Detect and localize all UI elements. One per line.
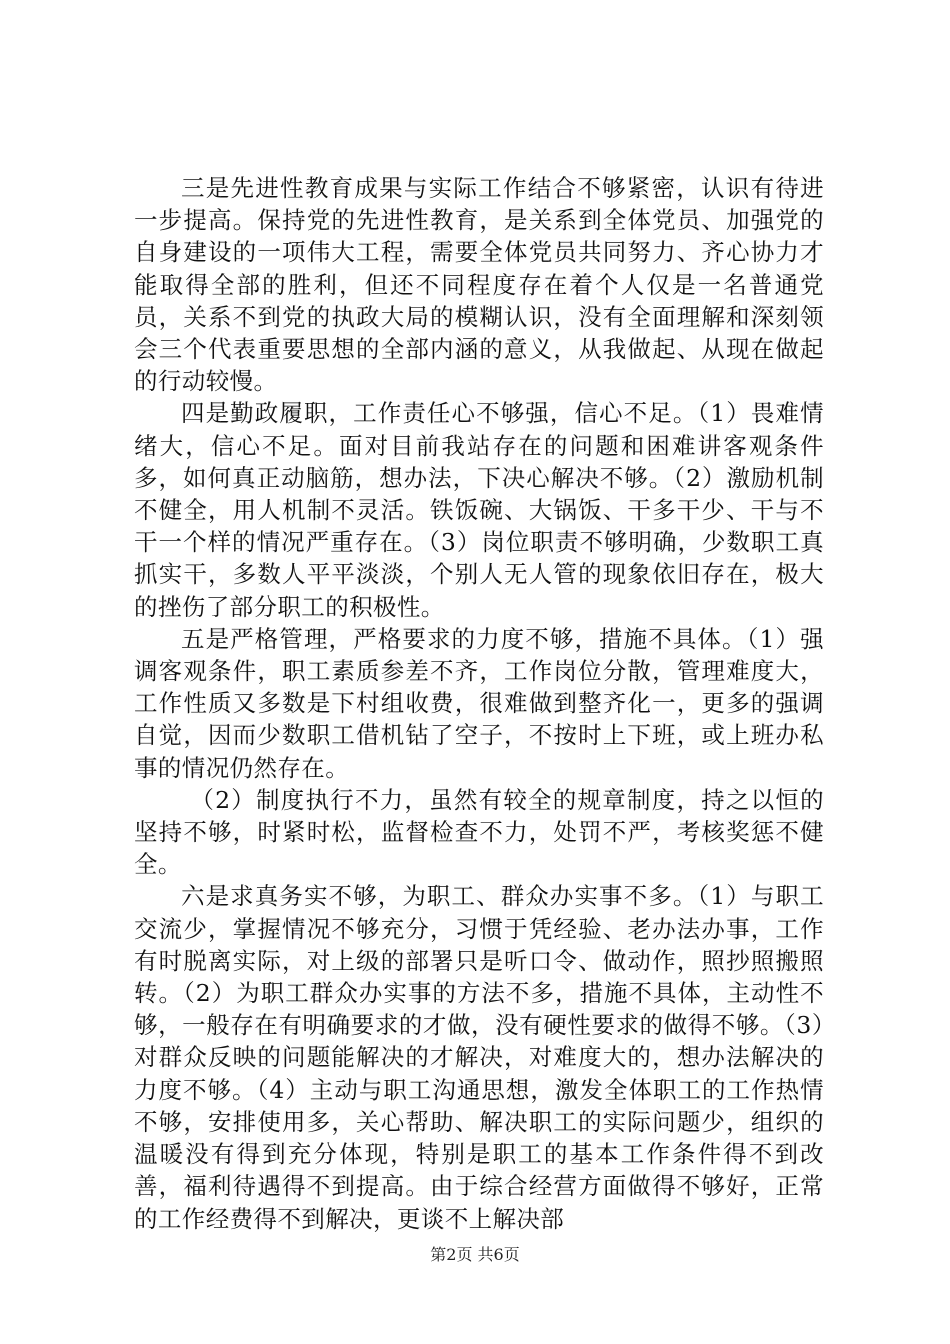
page-number-footer: 第2页 共6页 xyxy=(430,1245,520,1264)
paragraph-5-sub-2: （2）制度执行不力，虽然有较全的规章制度，持之以恒的坚持不够，时紧时松，监督检查不力，处罚不严，考核奖惩不健全。 xyxy=(134,785,824,879)
document-body xyxy=(134,172,824,1235)
paragraph-5: 五是严格管理，严格要求的力度不够，措施不具体。（1）强调客观条件，职工素质参差不齐，工作岗位分散，管理难度大，工作性质又多数是下村组收费，很难做到整齐化一，更多的强调自觉，因而少数职工借机钻了空子，不按时上下班，或上班办私事的情况仍然存在。 xyxy=(134,624,824,782)
paragraph-3: 三是先进性教育成果与实际工作结合不够紧密，认识有待进一步提高。保持党的先进性教育，是关系到全体党员、加强党的自身建设的一项伟大工程，需要全体党员共同努力、齐心协力才能取得全部的胜利，但还不同程度存在着个人仅是一名普通党员，关系不到党的执政大局的模糊认识，没有全面理解和深刻领会三个代表重要思想的全部内涵的意义，从我做起、从现在做起的行动较慢。 xyxy=(134,174,824,396)
paragraph-6: 六是求真务实不够，为职工、群众办实事不多。（1）与职工交流少，掌握情况不够充分，习惯于凭经验、老办法办事，工作有时脱离实际，对上级的部署只是听口令、做动作，照抄照搬照转。（2）为职工群众办实事的方法不多，措施不具体，主动性不够，一般存在有明确要求的才做，没有硬性要求的做得不够。（3）对群众反映的问题能解决的才解决，对难度大的，想办法解决的力度不够。（4）主动与职工沟通思想，激发全体职工的工作热情不够，安排使用多，关心帮助、解决职工的实际问题少，组织的温暖没有得到充分体现，特别是职工的基本工作条件得不到改善，福利待遇得不到提高。由于综合经营方面做得不够好，正常的工作经费得不到解决，更谈不上解决部 xyxy=(134,882,824,1233)
paragraph-4: 四是勤政履职，工作责任心不够强，信心不足。（1）畏难情绪大，信心不足。面对目前我站存在的问题和困难讲客观条件多，如何真正动脑筋，想办法，下决心解决不够。（2）激励机制不健全，用人机制不灵活。铁饭碗、大锅饭、干多干少、干与不干一个样的情况严重存在。（3）岗位职责不够明确，少数职工真抓实干，多数人平平淡淡，个别人无人管的现象依旧存在，极大的挫伤了部分职工的积极性。 xyxy=(134,399,824,621)
